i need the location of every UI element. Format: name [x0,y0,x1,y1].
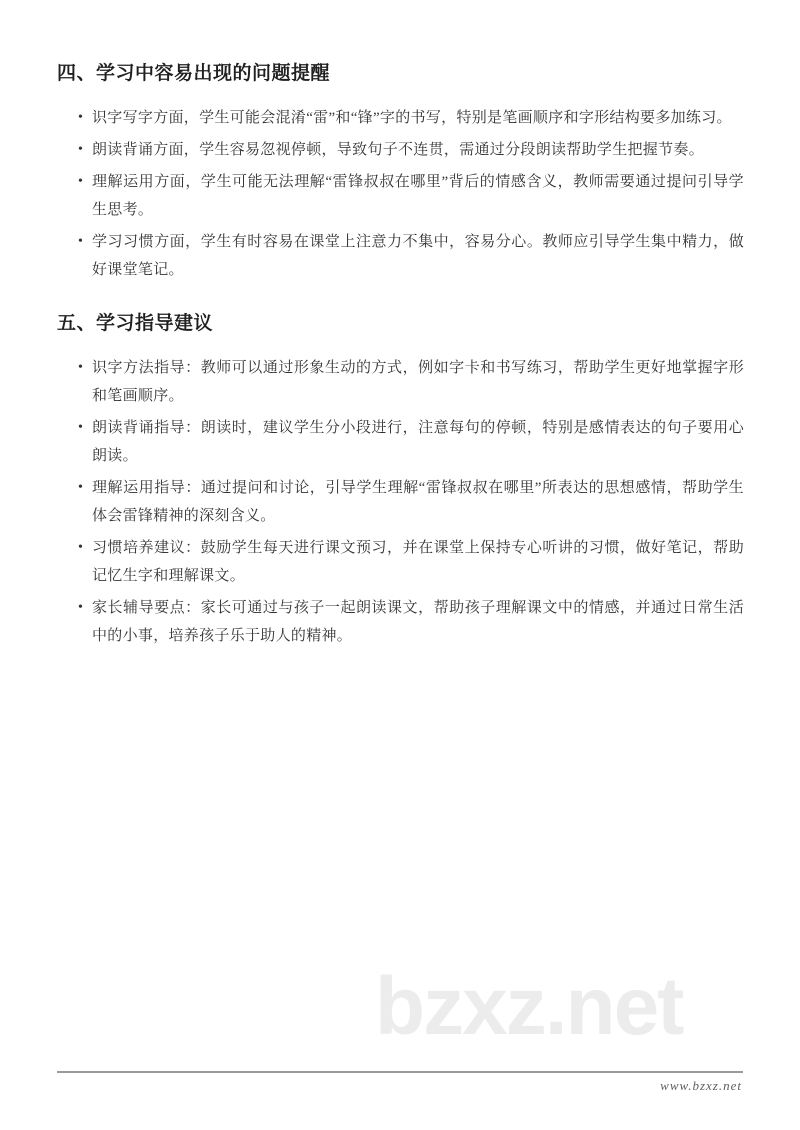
bullet-text: 识字方法指导：教师可以通过形象生动的方式，例如字卡和书写练习，帮助学生更好地掌握字形和笔画顺序。 [92,360,744,404]
bullet-icon: • [78,360,84,375]
list-item [78,414,744,470]
bullet-text: 理解运用方面，学生可能无法理解“雷锋叔叔在哪里”背后的情感含义，教师需要通过提问引导学生思考。 [92,174,744,218]
bullet-icon: • [78,110,84,125]
bullet-text: 朗读背诵指导：朗读时，建议学生分小段进行，注意每句的停顿，特别是感情表达的句子要用心朗读。 [92,420,744,464]
bullet-icon: • [78,540,84,555]
bullet-text: 朗读背诵方面，学生容易忽视停顿，导致句子不连贯，需通过分段朗读帮助学生把握节奏。 [92,142,705,158]
list-item [78,354,744,410]
bullet-icon: • [78,600,84,615]
section-5-heading: 五、学习指导建议 [57,313,214,334]
section-5-bullet-list [57,354,744,650]
list-item [78,228,744,284]
bullet-icon: • [78,174,84,189]
footer-site-url: www.bzxz.net [660,1078,742,1093]
list-item [78,136,744,164]
bullet-icon: • [78,142,84,157]
bullet-text: 家长辅导要点：家长可通过与孩子一起朗读课文，帮助孩子理解课文中的情感，并通过日常生活中的小事，培养孩子乐于助人的精神。 [92,600,744,644]
section-4-heading: 四、学习中容易出现的问题提醒 [57,63,331,84]
document-content [57,0,744,676]
list-item [78,594,744,650]
list-item [78,534,744,590]
bullet-text: 识字写字方面，学生可能会混淆“雷”和“锋”字的书写，特别是笔画顺序和字形结构要多加练习。 [92,110,732,126]
list-item [78,168,744,224]
bullet-icon: • [78,420,84,435]
list-item [78,104,744,132]
section-4-bullet-list [57,104,744,284]
bullet-text: 习惯培养建议：鼓励学生每天进行课文预习，并在课堂上保持专心听讲的习惯，做好笔记，帮助记忆生字和理解课文。 [92,540,744,584]
bullet-icon: • [78,234,84,249]
bullet-text: 学习习惯方面，学生有时容易在课堂上注意力不集中，容易分心。教师应引导学生集中精力，做好课堂笔记。 [92,234,744,278]
list-item [78,474,744,530]
watermark-text: bzxz.net [375,961,683,1052]
bullet-text: 理解运用指导：通过提问和讨论，引导学生理解“雷锋叔叔在哪里”所表达的思想感情，帮助学生体会雷锋精神的深刻含义。 [92,480,744,524]
bullet-icon: • [78,480,84,495]
footer-divider [57,1071,743,1073]
